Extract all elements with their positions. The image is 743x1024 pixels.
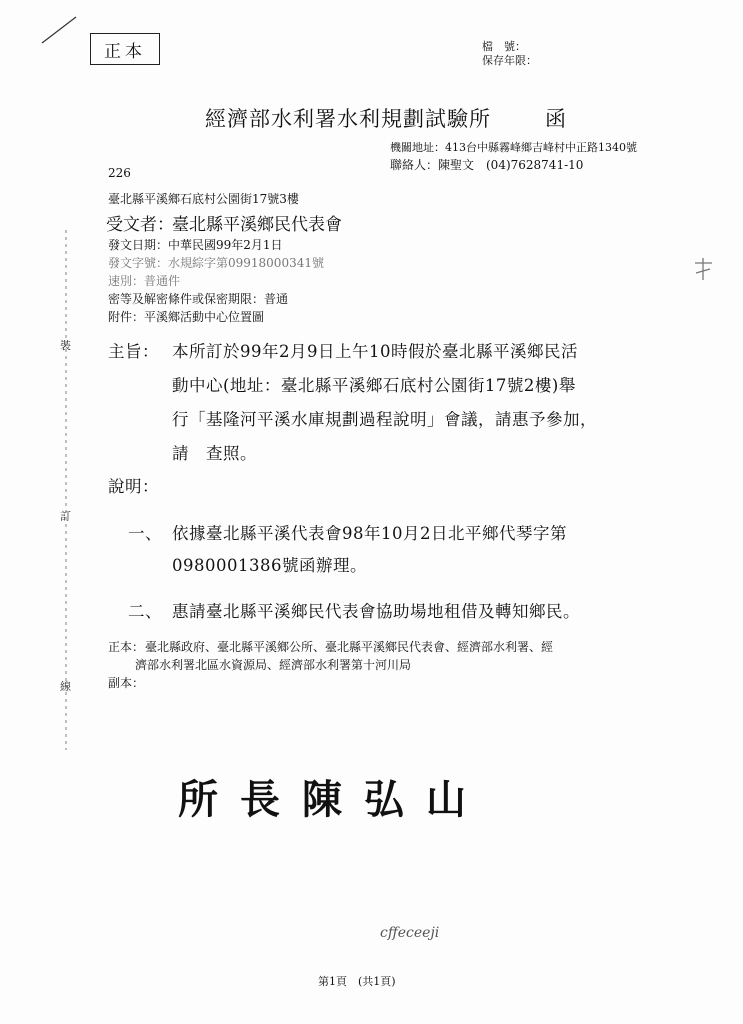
recipient-label: 受文者： <box>106 215 174 235</box>
item-2-text: 惠請臺北縣平溪鄉民代表會協助場地租借及轉知鄉民。 <box>172 602 580 621</box>
document-type: 函 <box>545 107 567 131</box>
subject-line-4: 請 查照。 <box>172 444 257 463</box>
copy-stamp: 正本 <box>90 33 160 65</box>
original-copy-line-1: 臺北縣政府、臺北縣平溪鄉公所、臺北縣平溪鄉民代表會、經濟部水利署、經 <box>145 640 554 654</box>
binding-mark-top: 裝 <box>60 339 71 352</box>
explanation-label: 說明： <box>108 477 159 496</box>
retention-label: 保存年限： <box>482 54 537 67</box>
contact-person: 聯絡人：陳聖文 (04)7628741-10 <box>390 158 584 172</box>
director-signature: 所長陳弘山 <box>178 776 488 823</box>
item-1-number: 一、 <box>128 524 162 543</box>
corner-stroke <box>40 15 80 45</box>
margin-scribble <box>690 255 720 285</box>
secrecy-level: 密等及解密條件或保密期限：普通 <box>108 292 289 306</box>
recipient-name: 臺北縣平溪鄉民代表會 <box>172 215 342 235</box>
item-1-line-2: 0980001386號函辦理。 <box>172 556 367 575</box>
duplicate-copy-label: 副本： <box>108 676 145 690</box>
postal-code: 226 <box>108 166 131 180</box>
binding-mark-bottom: 線 <box>60 680 71 693</box>
subject-line-2: 動中心(地址：臺北縣平溪鄉石底村公園街17號2樓)舉 <box>172 376 576 395</box>
original-copy-label: 正本： <box>108 640 145 654</box>
agency-address: 機關地址：413台中縣霧峰鄉吉峰村中正路1340號 <box>390 141 637 154</box>
binding-mark-middle: 訂 <box>60 510 71 523</box>
binding-line <box>64 230 68 750</box>
item-2-number: 二、 <box>128 602 162 621</box>
document-number: 發文字號：水規綜字第09918000341號 <box>108 256 324 270</box>
handwritten-note: cffeceeji <box>380 925 440 941</box>
original-copy-line-2: 濟部水利署北區水資源局、經濟部水利署第十河川局 <box>135 658 412 672</box>
recipient-address: 臺北縣平溪鄉石底村公園街17號3樓 <box>108 192 299 206</box>
page-number: 第1頁 (共1頁) <box>318 975 396 988</box>
agency-title: 經濟部水利署水利規劃試驗所 <box>205 107 491 131</box>
item-1-line-1: 依據臺北縣平溪代表會98年10月2日北平鄉代琴字第 <box>172 524 567 543</box>
attachment: 附件：平溪鄉活動中心位置圖 <box>108 310 265 324</box>
delivery-speed: 速別：普通件 <box>108 274 181 288</box>
subject-label: 主旨： <box>108 342 159 361</box>
issue-date: 發文日期：中華民國99年2月1日 <box>108 238 283 252</box>
file-number-label: 檔 號： <box>482 40 526 53</box>
subject-line-1: 本所訂於99年2月9日上午10時假於臺北縣平溪鄉民活 <box>172 342 578 361</box>
subject-line-3: 行「基隆河平溪水庫規劃過程說明」會議，請惠予參加， <box>172 410 597 429</box>
